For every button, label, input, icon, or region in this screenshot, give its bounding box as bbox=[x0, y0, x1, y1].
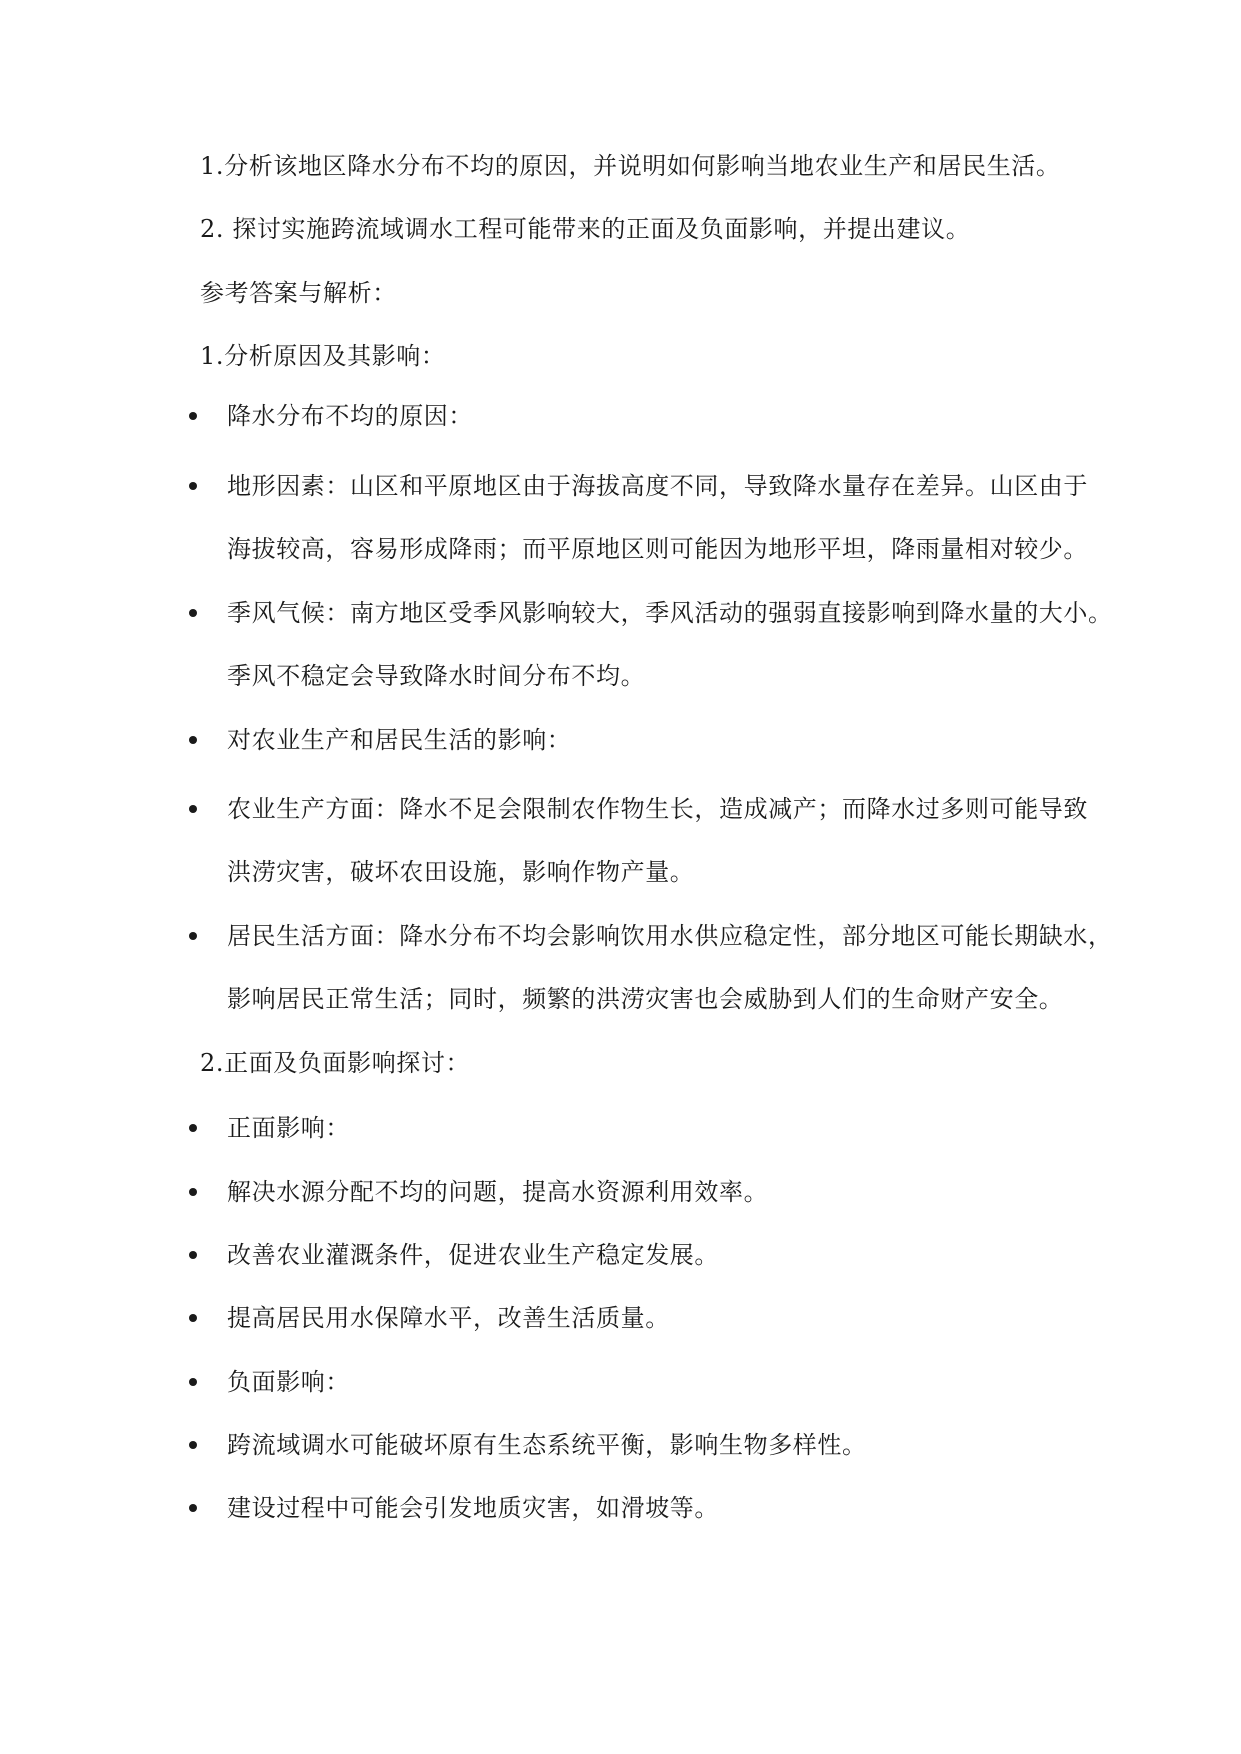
question-2: 2. 探讨实施跨流域调水工程可能带来的正面及负面影响，并提出建议。 bbox=[200, 215, 971, 243]
list-item: 解决水源分配不均的问题，提高水资源利用效率。 bbox=[227, 1178, 769, 1206]
list-item-continuation: 海拔较高，容易形成降雨；而平原地区则可能因为地形平坦，降雨量相对较少。 bbox=[227, 535, 1088, 563]
bullet-icon bbox=[189, 1188, 197, 1196]
section-2-heading: 2.正面及负面影响探讨： bbox=[200, 1049, 471, 1077]
bullet-icon bbox=[189, 412, 197, 420]
list-item: 降水分布不均的原因： bbox=[227, 402, 473, 430]
list-item: 改善农业灌溉条件，促进农业生产稳定发展。 bbox=[227, 1241, 719, 1269]
bullet-icon bbox=[189, 805, 197, 813]
bullet-icon bbox=[189, 736, 197, 744]
list-item: 季风气候：南方地区受季风影响较大，季风活动的强弱直接影响到降水量的大小。 bbox=[227, 599, 1113, 627]
answer-heading: 参考答案与解析： bbox=[200, 279, 397, 307]
list-item: 居民生活方面：降水分布不均会影响饮用水供应稳定性，部分地区可能长期缺水， bbox=[227, 922, 1113, 950]
bullet-icon bbox=[189, 1504, 197, 1512]
section-1-heading: 1.分析原因及其影响： bbox=[200, 342, 446, 370]
bullet-icon bbox=[189, 609, 197, 617]
list-item: 农业生产方面：降水不足会限制农作物生长，造成减产；而降水过多则可能导致 bbox=[227, 795, 1088, 823]
list-item: 地形因素：山区和平原地区由于海拔高度不同，导致降水量存在差异。山区由于 bbox=[227, 472, 1088, 500]
bullet-icon bbox=[189, 932, 197, 940]
list-item: 跨流域调水可能破坏原有生态系统平衡，影响生物多样性。 bbox=[227, 1431, 867, 1459]
question-1: 1.分析该地区降水分布不均的原因，并说明如何影响当地农业生产和居民生活。 bbox=[200, 152, 1061, 180]
list-item: 正面影响： bbox=[227, 1114, 350, 1142]
list-item-continuation: 洪涝灾害，破坏农田设施，影响作物产量。 bbox=[227, 858, 695, 886]
bullet-icon bbox=[189, 1441, 197, 1449]
list-item-continuation: 季风不稳定会导致降水时间分布不均。 bbox=[227, 662, 646, 690]
bullet-icon bbox=[189, 1314, 197, 1322]
list-item: 提高居民用水保障水平，改善生活质量。 bbox=[227, 1304, 670, 1332]
bullet-icon bbox=[189, 1251, 197, 1259]
bullet-icon bbox=[189, 1124, 197, 1132]
list-item: 建设过程中可能会引发地质灾害，如滑坡等。 bbox=[227, 1494, 719, 1522]
bullet-icon bbox=[189, 1378, 197, 1386]
list-item-continuation: 影响居民正常生活；同时，频繁的洪涝灾害也会威胁到人们的生命财产安全。 bbox=[227, 985, 1064, 1013]
bullet-icon bbox=[189, 482, 197, 490]
list-item: 对农业生产和居民生活的影响： bbox=[227, 726, 572, 754]
list-item: 负面影响： bbox=[227, 1368, 350, 1396]
